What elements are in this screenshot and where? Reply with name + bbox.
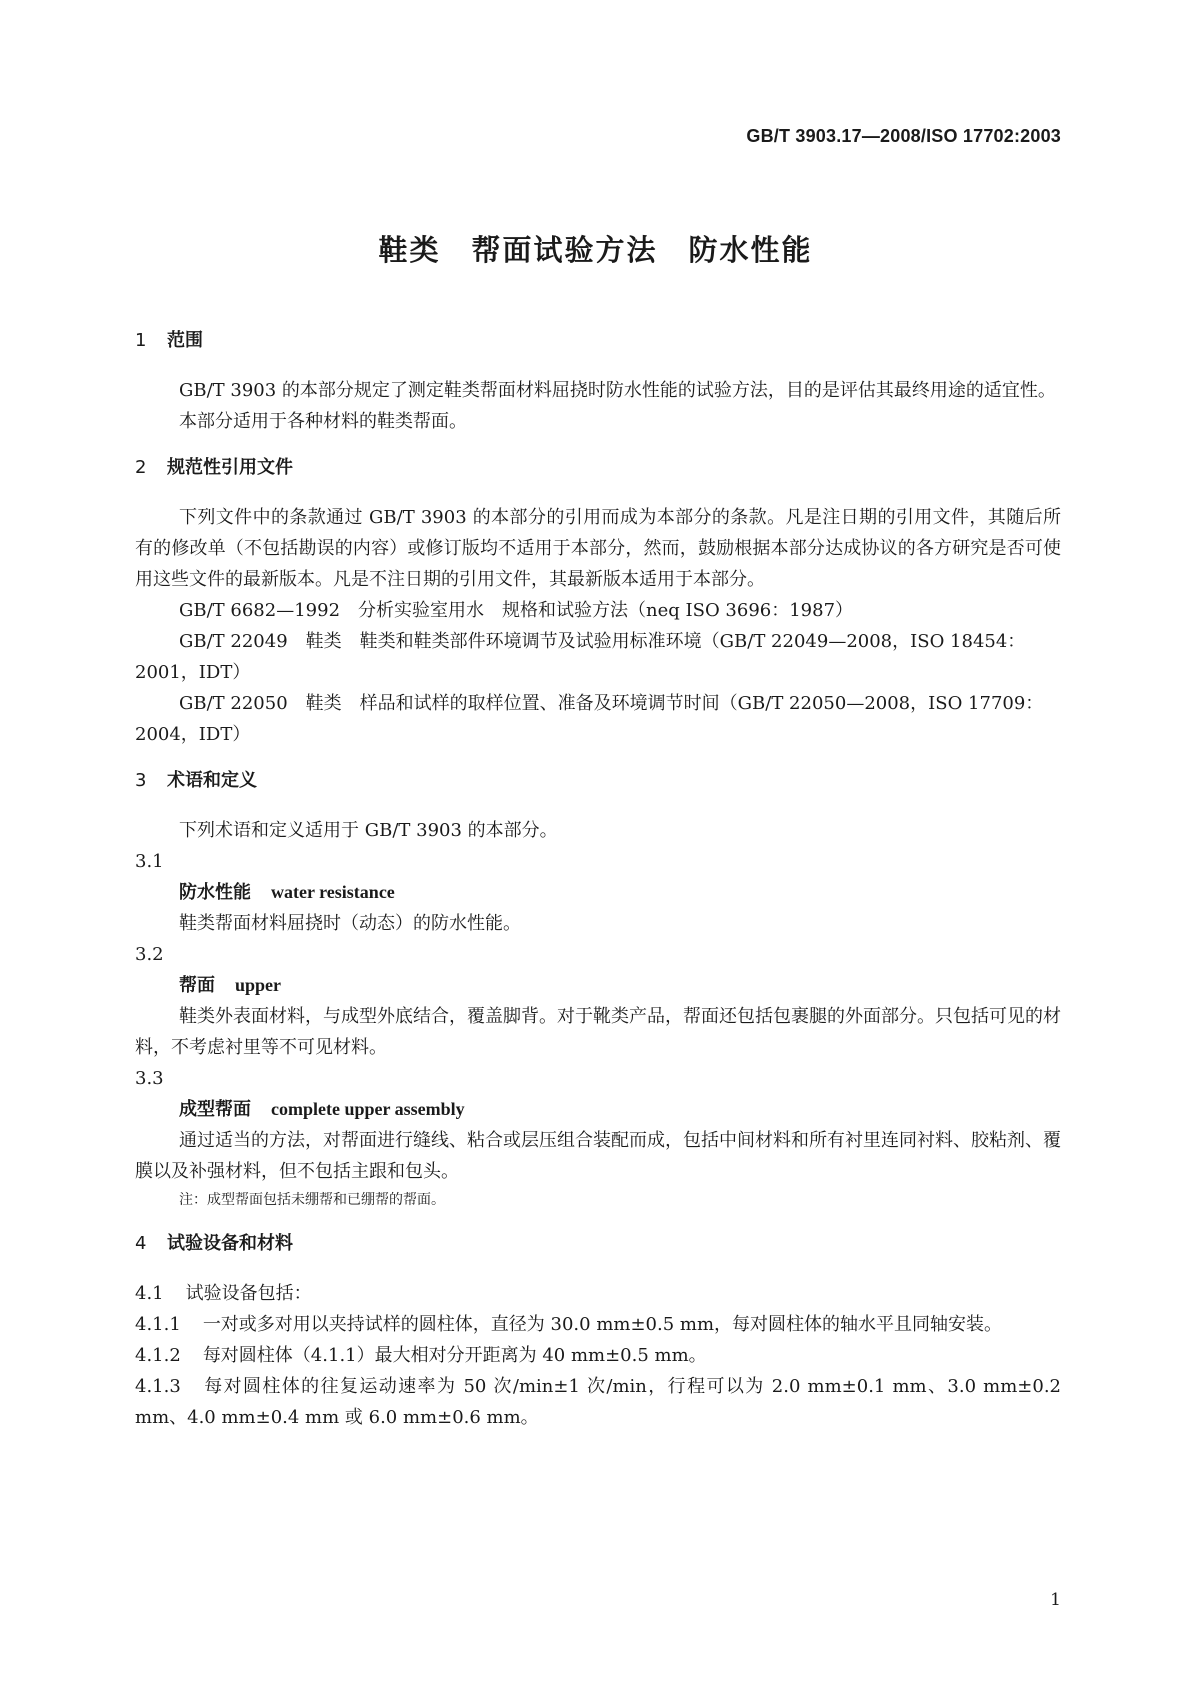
clause-number: 4.1: [135, 1283, 164, 1304]
section-2-heading: [135, 452, 1061, 483]
section-3-heading: [135, 765, 1061, 796]
normative-reference: GB/T 6682—1992 分析实验室用水 规格和试验方法（neq ISO 3696：1987）: [179, 600, 854, 621]
term-definition: 鞋类外表面材料，与成型外底结合，覆盖脚背。对于靴类产品，帮面还包括包裹腿的外面部分。只包括可见的材料，不考虑衬里等不可见材料。: [135, 1006, 1061, 1058]
term-heading: [135, 1094, 1061, 1125]
document-title: 鞋类 帮面试验方法 防水性能: [378, 233, 813, 267]
section-1-paragraph: 本部分适用于各种材料的鞋类帮面。: [179, 411, 467, 432]
section-number: 4: [135, 1233, 147, 1254]
term-definition: 通过适当的方法，对帮面进行缝线、粘合或层压组合装配而成，包括中间材料和所有衬里连同衬料、胶粘剂、覆膜以及补强材料，但不包括主跟和包头。: [135, 1130, 1061, 1182]
document-body: [135, 325, 1061, 1433]
clause: [135, 1309, 1061, 1340]
term-zh: 防水性能: [179, 882, 251, 903]
clause-text: 试验设备包括：: [185, 1283, 312, 1304]
term-heading: [135, 877, 1061, 908]
term-number: 3.2: [135, 944, 164, 965]
section-number: 3: [135, 770, 147, 791]
section-title: 试验设备和材料: [167, 1233, 293, 1254]
section-title: 范围: [167, 330, 203, 351]
term-zh: 帮面: [179, 975, 215, 996]
term-number: 3.3: [135, 1068, 164, 1089]
clause: [135, 1340, 1061, 1371]
clause-text: 每对圆柱体的往复运动速率为 50 次/min±1 次/min，行程可以为 2.0 mm±0.1 mm、3.0 mm±0.2 mm、4.0 mm±0.4 mm 或 6.0 mm±0.6 mm。: [135, 1376, 1061, 1428]
clause-number: 4.1.1: [135, 1314, 181, 1335]
section-3-intro: 下列术语和定义适用于 GB/T 3903 的本部分。: [179, 820, 558, 841]
term-heading: [135, 970, 1061, 1001]
clause: [135, 1371, 1061, 1433]
section-title: 规范性引用文件: [167, 457, 293, 478]
page-number: 1: [1050, 1590, 1061, 1610]
standard-code: GB/T 3903.17—2008/ISO 17702:2003: [746, 126, 1061, 146]
clause-text: 一对或多对用以夹持试样的圆柱体，直径为 30.0 mm±0.5 mm，每对圆柱体的轴水平且同轴安装。: [202, 1314, 1003, 1335]
section-number: 2: [135, 457, 147, 478]
term-en: upper: [235, 975, 282, 995]
section-1-paragraph: GB/T 3903 的本部分规定了测定鞋类帮面材料屈挠时防水性能的试验方法，目的是评估其最终用途的适宜性。: [179, 380, 1056, 401]
clause: [135, 1278, 1061, 1309]
section-1-heading: [135, 325, 1061, 356]
term-number: 3.1: [135, 851, 164, 872]
clause-text: 每对圆柱体（4.1.1）最大相对分开距离为 40 mm±0.5 mm。: [202, 1345, 707, 1366]
clause-number: 4.1.3: [135, 1376, 181, 1397]
section-number: 1: [135, 330, 147, 351]
section-title: 术语和定义: [167, 770, 257, 791]
clause-number: 4.1.2: [135, 1345, 181, 1366]
section-4-heading: [135, 1228, 1061, 1259]
normative-reference: GB/T 22049 鞋类 鞋类和鞋类部件环境调节及试验用标准环境（GB/T 22049—2008，ISO 18454：2001，IDT）: [135, 631, 1026, 683]
term-en: complete upper assembly: [271, 1099, 465, 1119]
term-definition: 鞋类帮面材料屈挠时（动态）的防水性能。: [179, 913, 521, 934]
term-zh: 成型帮面: [179, 1099, 251, 1120]
term-en: water resistance: [271, 882, 395, 902]
term-note: 注：成型帮面包括未绷帮和已绷帮的帮面。: [179, 1192, 445, 1208]
normative-reference: GB/T 22050 鞋类 样品和试样的取样位置、准备及环境调节时间（GB/T 22050—2008，ISO 17709：2004，IDT）: [135, 693, 1044, 745]
section-2-paragraph: 下列文件中的条款通过 GB/T 3903 的本部分的引用而成为本部分的条款。凡是注日期的引用文件，其随后所有的修改单（不包括勘误的内容）或修订版均不适用于本部分，然而，鼓励根据本部分达成协议的各方研究是否可使用这些文件的最新版本。凡是不注日期的引用文件，其最新版本适用于本部分。: [135, 507, 1061, 590]
